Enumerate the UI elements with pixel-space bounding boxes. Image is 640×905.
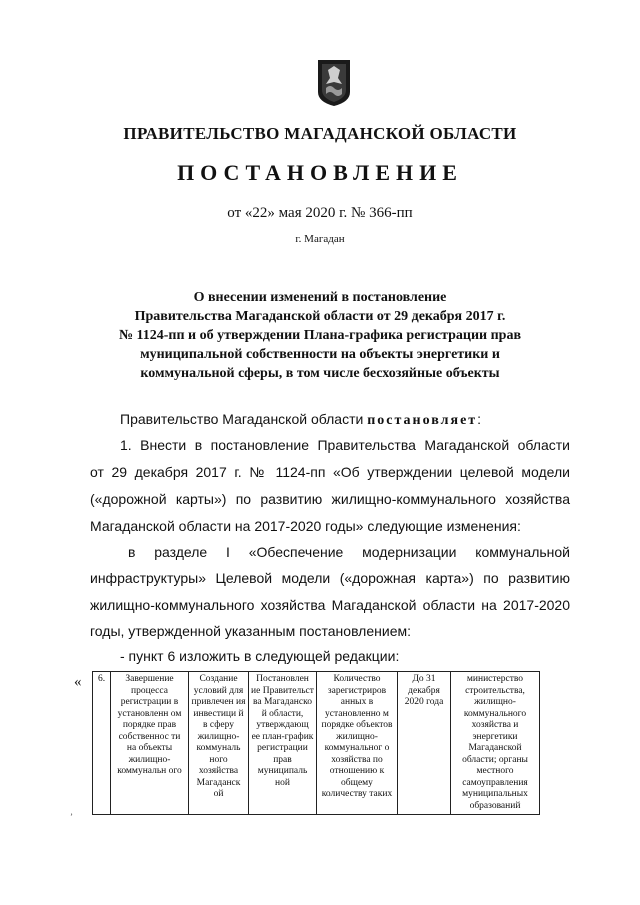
subject-line: Правительства Магаданской области от 29 декабря 2017 г. [134,309,506,324]
preamble [120,411,481,429]
subject-line: № 1124-пп и об утверждении Плана-графика регистрации прав [118,328,522,343]
para2-line: жилищно-коммунального хозяйства Магаданской области на 2017-2020 [90,597,570,613]
document-city: г. Магадан [295,233,345,245]
para1-line: от 29 декабря 2017 г. № 1124-пп «Об утверждении целевой модели [90,464,570,480]
preamble-text: Правительство Магаданской области [120,411,368,427]
para1-line: 1. Внести в постановление Правительства Магаданской области [120,437,570,453]
table-cell: Завершение процесса регистрации в установленн ом порядке прав собственнос ти на объекты жилищно-коммунальн ого [111,672,189,815]
margin-mark: ʼ [70,812,73,822]
coat-of-arms-emblem [316,58,352,108]
para2-line: годы, утвержденной указанным постановлением: [90,623,411,639]
table-cell-responsible: министерство строительства, жилищно-коммунального хозяйства и энергетики Магаданской области; органы местного самоуправления муниципальных образований [451,672,540,815]
preamble-keyword: постановляет [367,413,478,428]
preamble-colon: : [477,411,482,427]
document-type-title: ПОСТАНОВЛЕНИЕ [177,160,463,185]
para2-line: инфраструктуры» Целевой модели («дорожная карта») по развитию [90,570,570,586]
schedule-table [92,671,540,815]
para1-line: («дорожной карты») по развитию жилищно-коммунального хозяйства [90,491,570,507]
table-cell-number: 6. [93,672,111,815]
subject-line: муниципальной собственности на объекты энергетики и [140,347,500,362]
table-row [93,672,540,815]
document-date-number: от «22» мая 2020 г. № 366-пп [227,205,413,221]
document-subject [100,288,540,383]
para3: - пункт 6 изложить в следующей редакции: [120,648,400,664]
subject-line: коммунальной сферы, в том числе бесхозяйные объекты [140,366,500,381]
table-cell: Создание условий для привлечен ия инвестици й в сферу жилищно-коммуналь ного хозяйства Магаданск ой [189,672,249,815]
table-cell-deadline: До 31 декабря 2020 года [398,672,451,815]
table-cell: Постановлен ие Правительст ва Магаданско й области, утверждающ ее план-график регистрации прав муниципаль ной [249,672,317,815]
organization-title: ПРАВИТЕЛЬСТВО МАГАДАНСКОЙ ОБЛАСТИ [123,124,517,143]
subject-line: О внесении изменений в постановление [193,290,447,305]
para1-line: Магаданской области на 2017-2020 годы» следующие изменения: [90,518,521,534]
table-cell: Количество зарегистриров анных в установленно м порядке объектов жилищно-коммунальног о хозяйства по отношению к общему количеству таких [317,672,398,815]
open-quote: « [74,674,82,690]
para2-line: в разделе I «Обеспечение модернизации коммунальной [128,544,570,560]
